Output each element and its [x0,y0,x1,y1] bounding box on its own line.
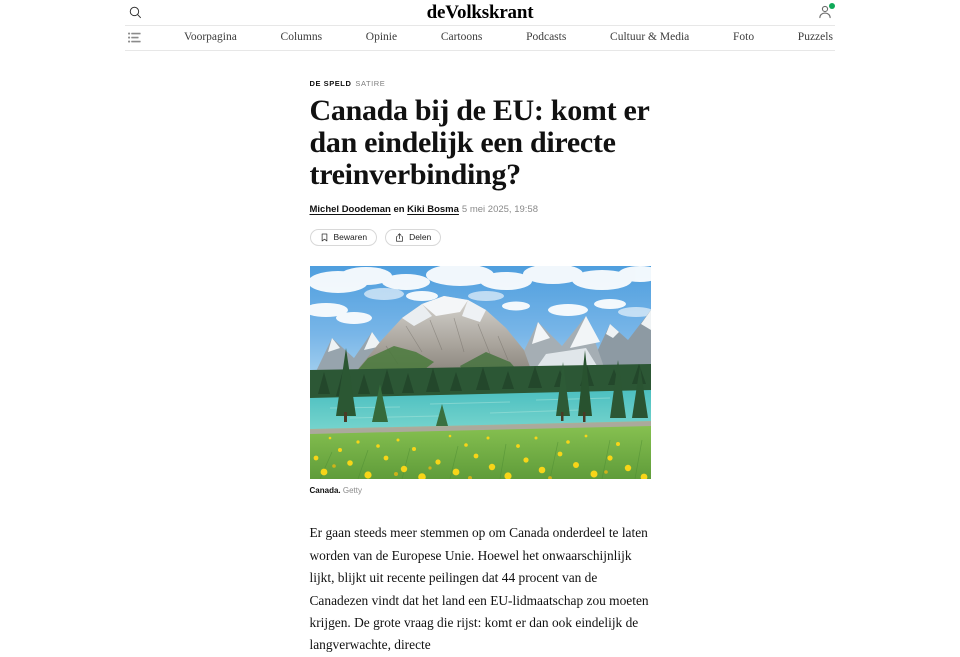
caption-credit: Getty [342,486,362,496]
article-body [310,51,651,657]
byline-conjunction: en [393,203,405,215]
image-caption [310,486,651,496]
search-icon[interactable] [125,3,145,23]
nav-item-cartoons[interactable]: Cartoons [440,31,483,44]
article-hero-image[interactable] [310,266,651,479]
share-icon [395,233,404,242]
site-header [125,0,835,25]
article-text [310,522,651,656]
byline-author-1[interactable]: Michel Doodeman [309,203,391,215]
save-button-label: Bewaren [333,232,368,243]
main-navigation [125,25,835,51]
nav-item-puzzels[interactable]: Puzzels [797,31,833,44]
nav-item-opinie[interactable]: Opinie [365,31,398,44]
nav-item-voorpagina[interactable]: Voorpagina [184,31,237,44]
article-kicker [310,80,651,88]
nav-item-list [154,32,835,44]
kicker-brand[interactable]: DE SPELD [309,79,352,88]
header-left-group [125,3,195,23]
byline [310,204,651,215]
article-paragraph: Er gaan steeds meer stemmen op om Canada onderdeel te laten worden van de Europese Unie. Hoewel het onwaarschijnlijk lijkt, blijkt uit recente peilingen dat 44 procent van de Canadezen vindt dat het land een EU-lidmaatschap zou moeten krijgen. De grote vraag die rijst: komt er dan ook eindelijk de langverwachte, directe [309,525,649,653]
list-menu-icon[interactable] [128,32,154,44]
nav-item-cultuur-media[interactable]: Cultuur & Media [610,31,690,44]
kicker-section[interactable]: SATIRE [355,79,386,88]
site-logo[interactable]: deVolkskrant [426,2,534,23]
share-button-label: Delen [409,232,432,243]
article-actions [310,229,651,246]
nav-item-podcasts[interactable]: Podcasts [526,31,567,44]
bookmark-icon [320,233,329,242]
page-title: Canada bij de EU: komt er dan eindelijk een directe treinverbinding? [309,93,649,192]
account-notification-badge [829,3,835,9]
save-button[interactable] [310,229,378,246]
share-button[interactable] [385,229,441,246]
nav-item-columns[interactable]: Columns [280,31,323,44]
landscape-illustration [310,266,651,479]
byline-author-2[interactable]: Kiki Bosma [407,203,459,215]
header-right-group [765,3,835,23]
nav-item-foto[interactable]: Foto [732,31,755,44]
account-icon[interactable] [815,3,835,23]
caption-title: Canada. [309,486,341,496]
byline-date: 5 mei 2025, 19:58 [461,203,538,215]
